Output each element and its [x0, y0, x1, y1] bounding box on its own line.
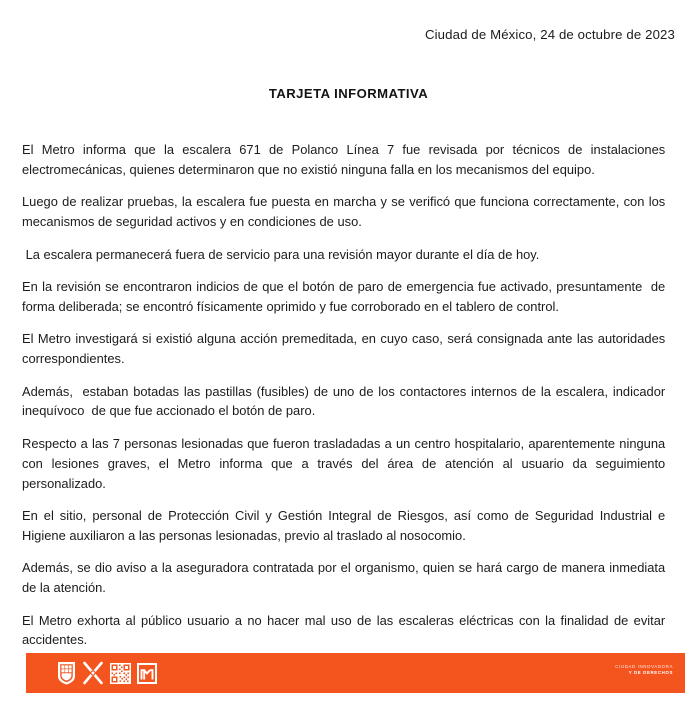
- document-body: [22, 140, 675, 678]
- paragraph: Además, se dio aviso a la aseguradora contratada por el organismo, quien se hará cargo de manera inmediata de la atención.: [22, 560, 669, 596]
- paragraph: La escalera permanecerá fuera de servicio para una revisión mayor durante el día de hoy.: [22, 246, 540, 262]
- footer-tagline-line-1: CIUDAD INNOVADORA: [615, 664, 673, 669]
- paragraph: El Metro informa que la escalera 671 de Polanco Línea 7 fue revisada por técnicos de instalaciones electromecánicas, quienes determinaron que no existió ninguna falla en los mecanismos del equipo.: [22, 142, 669, 177]
- paragraph: Luego de realizar pruebas, la escalera fue puesta en marcha y se verificó que funciona correctamente, con los mecanismos de seguridad activos y en condiciones de uso.: [22, 194, 669, 230]
- paragraph: El Metro exhorta al público usuario a no hacer mal uso de las escaleras eléctricas con la finalidad de evitar accidentes.: [22, 612, 669, 648]
- qr-code-icon: [110, 663, 131, 684]
- coat-of-arms-icon: [57, 661, 76, 685]
- document-date: Ciudad de México, 24 de octubre de 2023: [424, 27, 675, 42]
- paragraph: En el sitio, personal de Protección Civil y Gestión Integral de Riesgos, así como de Seguridad Industrial e Higiene auxiliaron a las personas lesionadas, previo al traslado al nosocomio.: [22, 507, 669, 543]
- footer-tagline-line-2: Y DE DERECHOS: [628, 669, 673, 675]
- page-title: TARJETA INFORMATIVA: [268, 86, 429, 101]
- paragraph: Respecto a las 7 personas lesionadas que fueron trasladadas a un centro hospitalario, aparentemente ninguna con lesiones graves, el Metro informa que a través del área de atención al usuario da seguimiento personalizado.: [22, 435, 669, 491]
- footer-tagline: [615, 664, 673, 675]
- cdmx-x-logo-icon: [82, 661, 104, 685]
- footer-logo-group: [57, 659, 157, 687]
- paragraph: El Metro investigará si existió alguna acción premeditada, en cuyo caso, será consignada ante las autoridades correspondientes.: [22, 331, 669, 367]
- paragraph: Además, estaban botadas las pastillas (fusibles) de uno de los contactores internos de la escalera, indicador inequívoco de que fue accionado el botón de paro.: [22, 383, 669, 419]
- metro-building-icon: [137, 663, 157, 684]
- paragraph: En la revisión se encontraron indicios de que el botón de paro de emergencia fue activado, presuntamente de forma deliberada; se encontró físicamente oprimido y fue corroborado en el tablero de control.: [22, 278, 669, 314]
- cdmx-footer-bar: [26, 653, 685, 693]
